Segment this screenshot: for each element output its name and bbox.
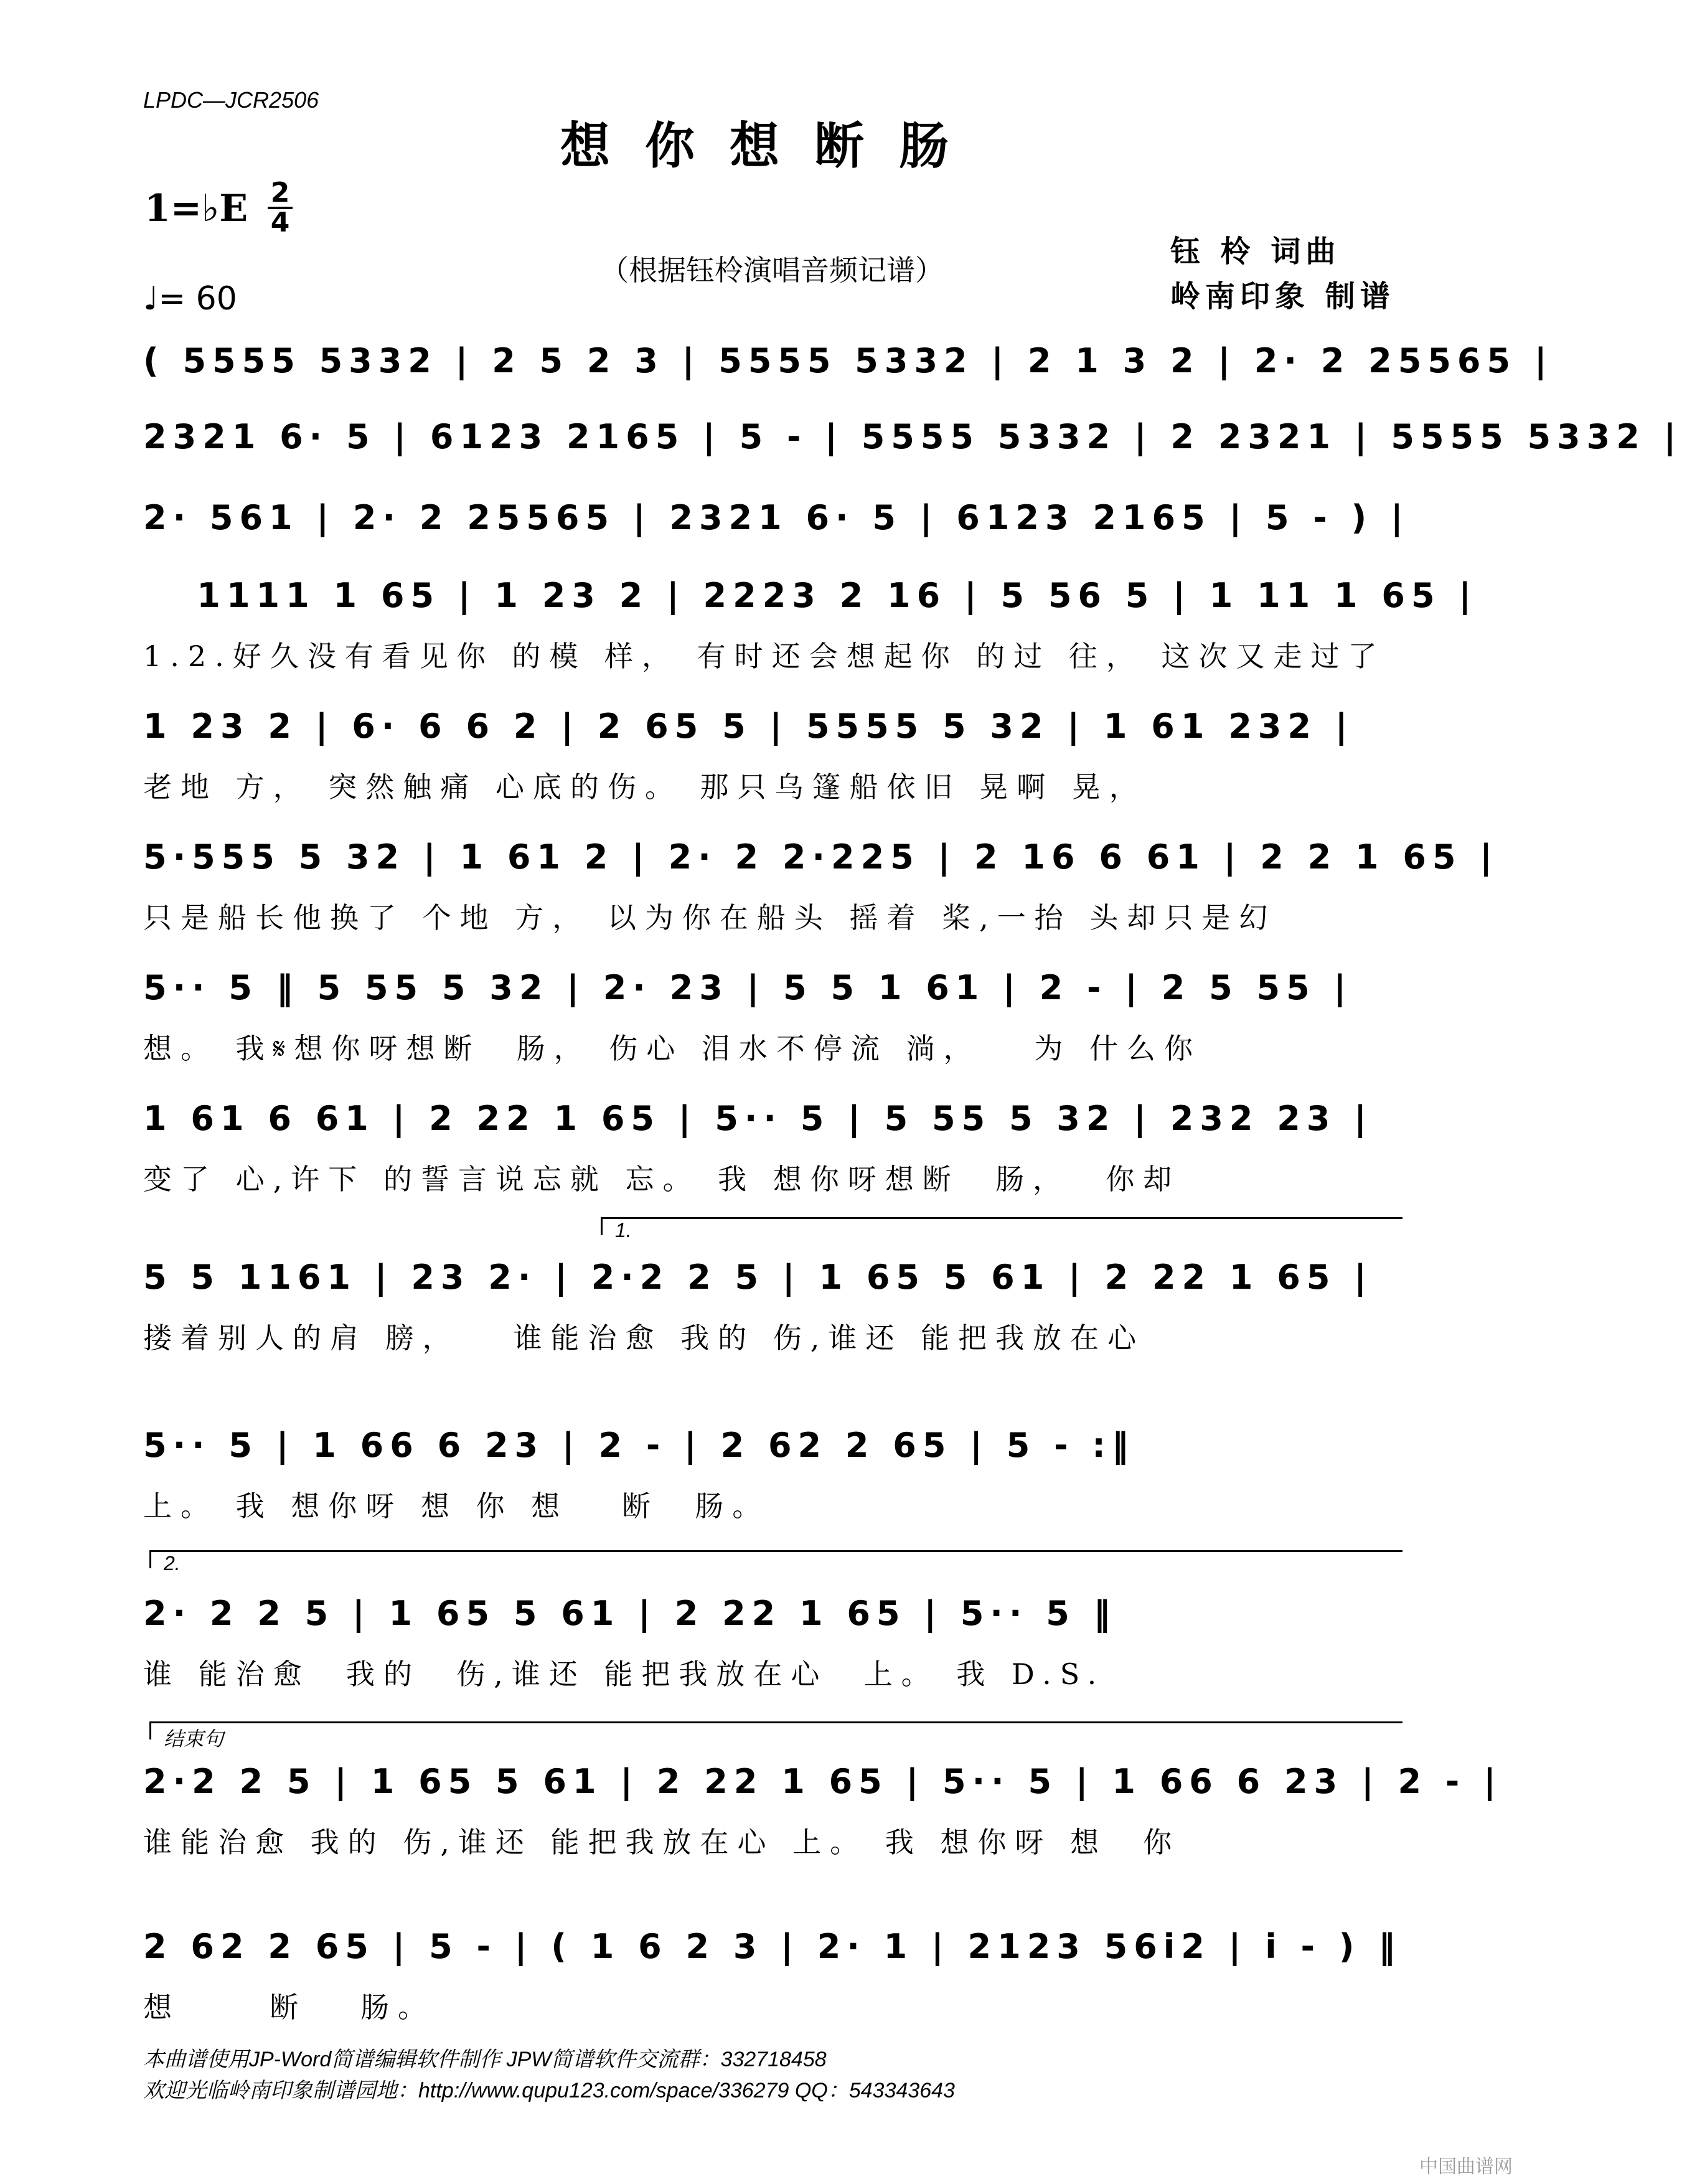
time-signature-bottom: 4 xyxy=(270,207,290,238)
lyrics-line: 谁 能治愈 我的 伤,谁还 能把我放在心 上。 我 D.S. xyxy=(143,1657,1106,1691)
lyrics-line: 想。 我𝄋想你呀想断 肠， 伤心 泪水不停流 淌， 为 什么你 xyxy=(143,1032,1202,1065)
system-5 xyxy=(143,707,1401,806)
score-code: LPDC—JCR2506 xyxy=(143,87,319,113)
volta-ending: 结束句 xyxy=(149,1721,1402,1739)
subtitle: （根据钰柃演唱音频记谱） xyxy=(600,253,944,287)
volta-second: 2. xyxy=(149,1550,1402,1568)
credit-score: 岭南印象 制谱 xyxy=(1170,279,1395,314)
notes-line: 5·· 5 ‖ 5 55 5 32 | 2· 23 | 5 5 1 61 | 2 - | 2 5 55 | xyxy=(143,968,1353,1007)
time-signature xyxy=(265,179,296,237)
notes-line: 2· 561 | 2· 2 25565 | 2321 6· 5 | 6123 2165 | 5 - ) | xyxy=(143,498,1409,537)
system-7 xyxy=(143,968,1401,1067)
system-4 xyxy=(143,576,1478,675)
volta-first: 1. xyxy=(601,1217,1402,1235)
credit-lyrics: 钰 柃 词曲 xyxy=(1170,234,1341,269)
site-watermark: 中国曲谱网 xyxy=(1419,2156,1513,2178)
notes-line: 1 61 6 61 | 2 22 1 65 | 5·· 5 | 5 55 5 32 | 232 23 | xyxy=(143,1099,1373,1138)
lyrics-line: 1.2.好久没有看见你 的模 样， 有时还会想起你 的过 往， 这次又走过了 xyxy=(143,639,1386,673)
system-13 xyxy=(143,1927,1401,2026)
time-signature-top: 2 xyxy=(270,177,290,209)
lyrics-line: 上。 我 想你呀 想 你 想 断 肠。 xyxy=(143,1489,770,1523)
notes-line: 2·2 2 5 | 1 65 5 61 | 2 22 1 65 | 5·· 5 | 1 66 6 23 | 2 - | xyxy=(143,1762,1502,1801)
system-8 xyxy=(143,1099,1401,1198)
system-6 xyxy=(143,837,1499,936)
notes-line: 5·· 5 | 1 66 6 23 | 2 - | 2 62 2 65 | 5 - :‖ xyxy=(143,1426,1135,1465)
notes-line: 1111 1 65 | 1 23 2 | 2223 2 16 | 5 56 5 | 1 11 1 65 | xyxy=(143,576,1478,615)
system-1 xyxy=(143,341,1553,380)
system-11 xyxy=(143,1594,1401,1693)
system-9 xyxy=(143,1258,1401,1357)
key-signature: 1=♭E xyxy=(144,187,248,230)
footer-software: 本曲谱使用JP-Word简谱编辑软件制作 JPW简谱软件交流群：332718458 xyxy=(143,2048,827,2071)
notes-line: 5·555 5 32 | 1 61 2 | 2· 2 2·225 | 2 16 6 61 | 2 2 1 65 | xyxy=(143,837,1499,877)
lyrics-line: 谁能治愈 我的 伤,谁还 能把我放在心 上。 我 想你呀 想 你 xyxy=(143,1825,1181,1859)
notes-line: 1 23 2 | 6· 6 6 2 | 2 65 5 | 5555 5 32 | 1 61 232 | xyxy=(143,707,1354,746)
system-10 xyxy=(143,1426,1401,1525)
notes-line: 2321 6· 5 | 6123 2165 | 5 - | 5555 5332 | 2 2321 | 5555 5332 | xyxy=(143,417,1682,456)
song-title: 想你想断肠 xyxy=(560,116,984,175)
notes-line: 2· 2 2 5 | 1 65 5 61 | 2 22 1 65 | 5·· 5 ‖ xyxy=(143,1594,1117,1633)
lyrics-line: 想 断 肠。 xyxy=(143,1990,435,2024)
footer-website: 欢迎光临岭南印象制谱园地：http://www.qupu123.com/space/336279 QQ：543343643 xyxy=(143,2079,955,2102)
lyrics-line: 老地 方， 突然触痛 心底的伤。 那只乌篷船依旧 晃啊 晃， xyxy=(143,770,1147,804)
lyrics-line: 搂着别人的肩 膀， 谁能治愈 我的 伤,谁还 能把我放在心 xyxy=(143,1321,1145,1355)
notes-line: 5 5 1161 | 23 2· | 2·2 2 5 | 1 65 5 61 | 2 22 1 65 | xyxy=(143,1258,1373,1297)
system-12 xyxy=(143,1762,1502,1861)
lyrics-line: 变了 心,许下 的誓言说忘就 忘。 我 想你呀想断 肠， 你却 xyxy=(143,1162,1181,1196)
lyrics-line: 只是船长他换了 个地 方， 以为你在船头 摇着 桨,一抬 头却只是幻 xyxy=(143,901,1277,934)
tempo-mark: ♩= 60 xyxy=(143,280,237,318)
system-2 xyxy=(143,417,1682,456)
notes-line: ( 5555 5332 | 2 5 2 3 | 5555 5332 | 2 1 3 2 | 2· 2 25565 | xyxy=(143,341,1553,380)
system-3 xyxy=(143,498,1409,537)
notes-line: 2 62 2 65 | 5 - | ( 1 6 2 3 | 2· 1 | 2123 56i2 | i - ) ‖ xyxy=(143,1927,1402,1966)
